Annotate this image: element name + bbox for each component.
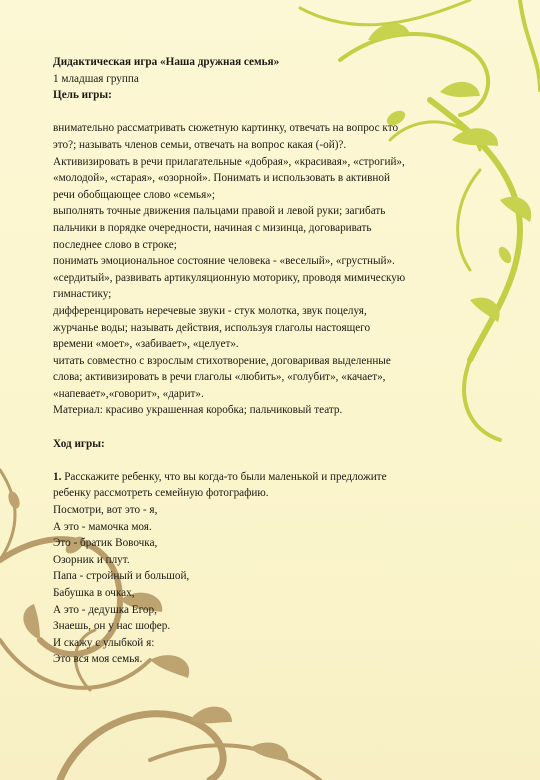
poem-line: И скажу с улыбкой я:	[53, 636, 155, 649]
goal-line: это?; называть членов семьи, отвечать на вопрос какая (-ой)?.	[53, 138, 347, 151]
poem-line: Озорник и плут.	[53, 553, 130, 566]
group-label: 1 младшая группа	[53, 72, 139, 85]
poem-line: А это - мамочка моя.	[53, 520, 152, 533]
goal-heading: Цель игры:	[53, 89, 112, 102]
poem-line: Посмотри, вот это - я,	[53, 504, 158, 517]
goal-line: «молодой», «старая», «озорной». Понимать и использовать в активной	[53, 172, 390, 185]
poem-line: Это вся моя семья.	[53, 653, 143, 666]
poem-line: Бабушка в очках,	[53, 587, 135, 599]
goal-line: гимнастику;	[53, 288, 112, 301]
step-line	[53, 469, 493, 486]
step-text: Расскажите ребенку, что вы когда-то были маленькой и предложите	[61, 470, 387, 483]
goal-text	[53, 120, 493, 419]
goal-line: времени «моет», «забивает», «целует».	[53, 338, 239, 351]
step-number: 1.	[53, 470, 62, 483]
goal-line: «напевает»,«говорит», «дарит».	[53, 387, 204, 400]
goal-line: последнее слово в строке;	[53, 238, 177, 251]
poem-line: Папа - стройный и большой,	[53, 570, 190, 583]
goal-line: журчанье воды; называть действия, используя глаголы настоящего	[53, 321, 371, 334]
goal-line: «сердитый», развивать артикуляционную моторику, проводя мимическую	[53, 271, 406, 284]
course-heading: Ход игры:	[53, 437, 105, 450]
goal-line: читать совместно с взрослым стихотворение, договаривая выделенные	[53, 354, 391, 367]
goal-line: внимательно рассматривать сюжетную картинку, отвечать на вопрос кто	[53, 122, 399, 135]
goal-line: понимать эмоциональное состояние человека - «веселый», «грустный».	[53, 255, 395, 268]
goal-line: Активизировать в речи прилагательные «добрая», «красивая», «строгий»,	[53, 155, 405, 168]
goal-line: речи обобщающее слово «семья»;	[53, 188, 215, 201]
poem	[53, 502, 493, 668]
poem-line: А это - дедушка Егор,	[53, 603, 157, 616]
goal-line: выполнять точные движения пальцами правой и левой руки; загибать	[53, 205, 386, 218]
step-line: ребенку рассмотреть семейную фотографию.	[53, 487, 269, 500]
goal-line: слова; активизировать в речи глаголы «любить», «голубит», «качает»,	[53, 371, 386, 384]
materials-line: Материал: красиво украшенная коробка; пальчиковый театр.	[53, 404, 343, 417]
goal-line: пальчики в порядке очередности, начиная с мизинца, договаривать	[53, 221, 372, 234]
poem-line: Знаешь, он у нас шофер.	[53, 620, 171, 633]
document-title: Дидактическая игра «Наша дружная семья»	[53, 56, 280, 68]
document-body	[53, 54, 493, 668]
poem-line: Это - братик Вовочка,	[53, 537, 158, 550]
goal-line: дифференцировать неречевые звуки - стук молотка, звук поцелуя,	[53, 304, 367, 317]
